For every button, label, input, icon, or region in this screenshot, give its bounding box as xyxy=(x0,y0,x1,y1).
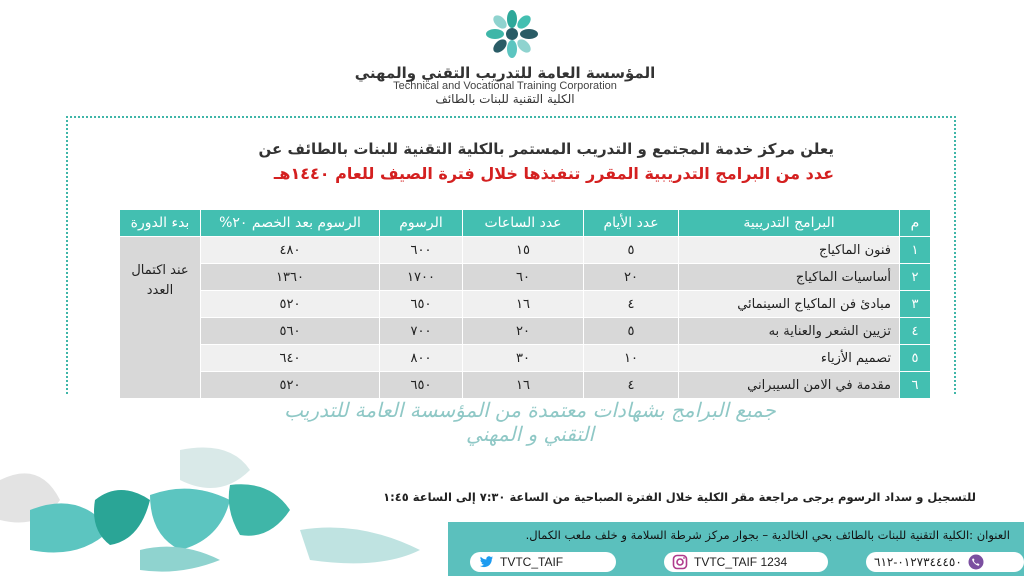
phone-number[interactable] xyxy=(866,552,1024,572)
row-hours: ١٥ xyxy=(463,237,584,264)
twitter-icon xyxy=(478,554,494,570)
table-row xyxy=(120,237,931,264)
table-row xyxy=(120,291,931,318)
instagram-text: TVTC_TAIF 1234 xyxy=(694,555,788,569)
programs-table xyxy=(119,209,931,399)
announcement-title: عدد من البرامج التدريبية المقرر تنفيذها خلال فترة الصيف للعام ١٤٤٠هـ xyxy=(273,164,834,183)
col-discount-header: الرسوم بعد الخصم ٢٠% xyxy=(201,210,380,237)
course-start-cell: عند اكتمال العدد xyxy=(120,237,201,399)
row-hours: ٢٠ xyxy=(463,318,584,345)
row-num: ١ xyxy=(900,237,931,264)
row-days: ١٠ xyxy=(584,345,679,372)
col-program-header: البرامج التدريبية xyxy=(679,210,900,237)
table-row xyxy=(120,318,931,345)
row-num: ٦ xyxy=(900,372,931,399)
address-text: العنوان :الكلية التقنية للبنات بالطائف بحي الخالدية – بجوار مركز شرطة السلامة و خلف ملعب الكمال. xyxy=(525,528,1010,542)
phone-icon xyxy=(968,554,984,570)
announcement-line1: يعلن مركز خدمة المجتمع و التدريب المستمر بالكلية التقنية للبنات بالطائف عن xyxy=(258,140,834,158)
row-fees: ٨٠٠ xyxy=(380,345,463,372)
row-days: ٤ xyxy=(584,372,679,399)
tvtc-logo xyxy=(0,8,1024,64)
row-discount: ٤٨٠ xyxy=(201,237,380,264)
registration-note: للتسجيل و سداد الرسوم يرجى مراجعة مقر الكلية خلال الفترة الصباحية من الساعة ٧:٣٠ إلى الساعة ١:٤٥ xyxy=(383,490,976,504)
col-fees-header: الرسوم xyxy=(380,210,463,237)
row-program: أساسيات الماكياج xyxy=(679,264,900,291)
row-program: مبادئ فن الماكياج السينمائي xyxy=(679,291,900,318)
table-header-row xyxy=(120,210,931,237)
table-row xyxy=(120,345,931,372)
phone-text: ٠١٢٧٣٤٤٤٥٠-٦١٢ xyxy=(874,555,962,569)
row-fees: ٧٠٠ xyxy=(380,318,463,345)
col-num-header: م xyxy=(900,210,931,237)
row-program: مقدمة في الامن السيبراني xyxy=(679,372,900,399)
instagram-handle[interactable] xyxy=(664,552,828,572)
row-discount: ٥٢٠ xyxy=(201,372,380,399)
row-hours: ١٦ xyxy=(463,372,584,399)
row-days: ٥ xyxy=(584,318,679,345)
row-fees: ٦٠٠ xyxy=(380,237,463,264)
row-num: ٥ xyxy=(900,345,931,372)
row-fees: ٦٥٠ xyxy=(380,291,463,318)
row-days: ٤ xyxy=(584,291,679,318)
row-program: تصميم الأزياء xyxy=(679,345,900,372)
row-hours: ٦٠ xyxy=(463,264,584,291)
row-days: ٥ xyxy=(584,237,679,264)
college-name: الكلية التقنية للبنات بالطائف xyxy=(435,92,575,106)
row-program: فنون الماكياج xyxy=(679,237,900,264)
twitter-text: TVTC_TAIF xyxy=(500,555,564,569)
row-num: ٣ xyxy=(900,291,931,318)
row-discount: ٥٢٠ xyxy=(201,291,380,318)
row-hours: ١٦ xyxy=(463,291,584,318)
col-start-header: بدء الدورة xyxy=(120,210,201,237)
org-name-english: Technical and Vocational Training Corporation xyxy=(393,80,617,92)
accreditation-note: جميع البرامج بشهادات معتمدة من المؤسسة العامة للتدريب التقني و المهني xyxy=(284,398,776,446)
instagram-icon xyxy=(672,554,688,570)
row-program: تزيين الشعر والعناية به xyxy=(679,318,900,345)
table-row xyxy=(120,372,931,399)
footer-bar xyxy=(448,522,1024,576)
decorative-petals xyxy=(0,440,440,576)
twitter-handle[interactable] xyxy=(470,552,616,572)
col-days-header: عدد الأيام xyxy=(584,210,679,237)
org-name-arabic: المؤسسة العامة للتدريب التقني والمهني xyxy=(354,64,656,82)
row-hours: ٣٠ xyxy=(463,345,584,372)
row-fees: ٦٥٠ xyxy=(380,372,463,399)
table-row xyxy=(120,264,931,291)
col-hours-header: عدد الساعات xyxy=(463,210,584,237)
row-discount: ١٣٦٠ xyxy=(201,264,380,291)
row-discount: ٥٦٠ xyxy=(201,318,380,345)
row-days: ٢٠ xyxy=(584,264,679,291)
row-num: ٤ xyxy=(900,318,931,345)
row-discount: ٦٤٠ xyxy=(201,345,380,372)
row-num: ٢ xyxy=(900,264,931,291)
row-fees: ١٧٠٠ xyxy=(380,264,463,291)
